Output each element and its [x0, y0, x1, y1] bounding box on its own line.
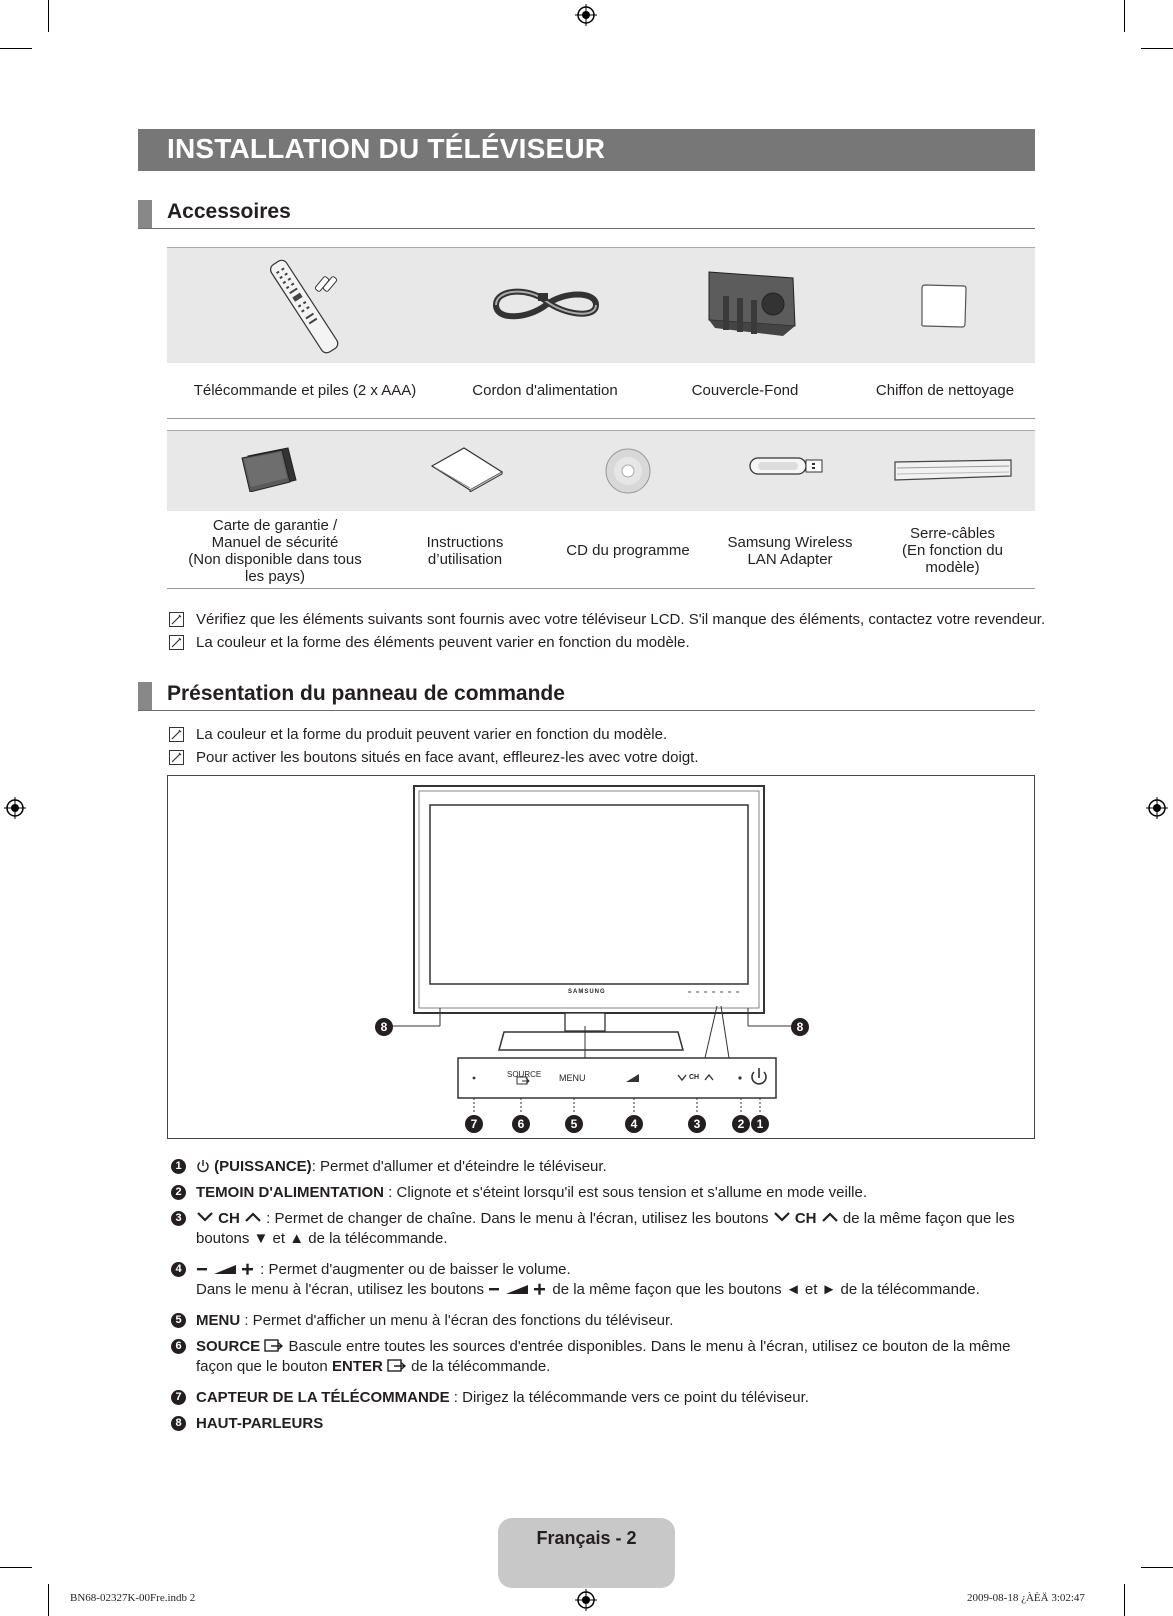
crop-mark — [0, 48, 32, 49]
callout-8: 8 — [375, 1018, 393, 1036]
accessory-label: Carte de garantie / Manuel de sécurité (Non disponible dans tous les pays) — [188, 517, 362, 585]
registration-mark-icon — [575, 1589, 597, 1611]
note-icon — [169, 750, 184, 765]
callout-8: 8 — [791, 1018, 809, 1036]
item-number: 4 — [171, 1262, 186, 1277]
callout-5: 5 — [565, 1115, 583, 1133]
cable-tie-icon — [891, 456, 1015, 484]
callout-3: 3 — [688, 1115, 706, 1133]
registration-mark-icon — [1146, 797, 1168, 819]
manual-icon — [430, 446, 504, 492]
cleaning-cloth-icon — [918, 282, 970, 330]
note-icon — [169, 635, 184, 650]
accessory-label: Chiffon de nettoyage — [875, 382, 1015, 399]
print-slug-left: BN68-02327K-00Fre.indb 2 — [70, 1592, 196, 1604]
accessory-label: Couvercle-Fond — [691, 382, 799, 399]
cd-icon — [604, 447, 652, 495]
page-title: INSTALLATION DU TÉLÉVISEUR — [167, 133, 606, 164]
divider — [167, 418, 1035, 419]
channel-button-label: CH — [689, 1074, 700, 1081]
volume-icon — [488, 1282, 548, 1296]
item-number: 7 — [171, 1390, 186, 1405]
callout-6: 6 — [512, 1115, 530, 1133]
volume-button-label — [615, 1072, 645, 1081]
accessory-label: Serre-câbles (En fonction du modèle) — [902, 525, 1003, 576]
item-number: 1 — [171, 1159, 186, 1174]
crop-mark — [1124, 1584, 1125, 1616]
crop-mark — [48, 0, 49, 32]
registration-mark-icon — [575, 4, 597, 26]
accessory-label: Samsung Wireless LAN Adapter — [727, 534, 853, 568]
brand-logo: SAMSUNG — [568, 989, 606, 995]
page-title-bar — [138, 129, 1035, 171]
callout-4: 4 — [625, 1115, 643, 1133]
section-heading-panel — [138, 680, 1035, 711]
volume-icon — [196, 1262, 256, 1276]
chevron-up-icon — [244, 1211, 262, 1223]
control-panel-diagram — [167, 775, 1035, 1139]
bottom-cover-icon — [703, 270, 799, 342]
crop-mark — [1141, 48, 1173, 49]
source-button-label: SOURCE — [507, 1070, 542, 1079]
warranty-card-icon — [238, 444, 304, 492]
divider — [167, 588, 1035, 589]
power-icon — [196, 1159, 210, 1173]
crop-mark — [1124, 0, 1125, 32]
crop-mark — [0, 1567, 32, 1568]
chevron-down-icon — [196, 1211, 214, 1223]
item-number: 2 — [171, 1185, 186, 1200]
page-number: Français - 2 — [536, 1528, 637, 1548]
accessory-label: CD du programme — [566, 542, 690, 559]
accessory-label: Instructions d’utilisation — [426, 534, 504, 568]
usb-adapter-icon — [748, 454, 824, 478]
print-slug-right: 2009-08-18 ¿ÀÈÄ 3:02:47 — [967, 1592, 1085, 1604]
note-icon — [169, 727, 184, 742]
page-number-tab — [498, 1518, 675, 1588]
item-number: 6 — [171, 1339, 186, 1354]
menu-button-label: MENU — [559, 1073, 586, 1083]
callout-1: 1 — [751, 1115, 769, 1133]
source-icon — [264, 1339, 284, 1353]
crop-mark — [1141, 1567, 1173, 1568]
crop-mark — [48, 1584, 49, 1616]
tv-illustration — [168, 776, 1034, 1138]
chevron-down-icon — [773, 1211, 791, 1223]
note-icon — [169, 612, 184, 627]
accessory-label: Télécommande et piles (2 x AAA) — [193, 382, 417, 399]
registration-mark-icon — [4, 797, 26, 819]
panel-heading: Présentation du panneau de commande — [167, 682, 565, 705]
callout-7: 7 — [465, 1115, 483, 1133]
accessory-label: Cordon d'alimentation — [472, 382, 618, 399]
remote-control-icon — [255, 256, 355, 356]
item-number: 3 — [171, 1211, 186, 1226]
enter-icon — [387, 1359, 407, 1373]
callout-2: 2 — [732, 1115, 750, 1133]
item-number: 8 — [171, 1416, 186, 1431]
chevron-up-icon — [821, 1211, 839, 1223]
section-heading-accessories — [138, 198, 1035, 229]
item-number: 5 — [171, 1313, 186, 1328]
power-cord-icon — [488, 283, 603, 327]
accessories-heading: Accessoires — [167, 200, 291, 223]
